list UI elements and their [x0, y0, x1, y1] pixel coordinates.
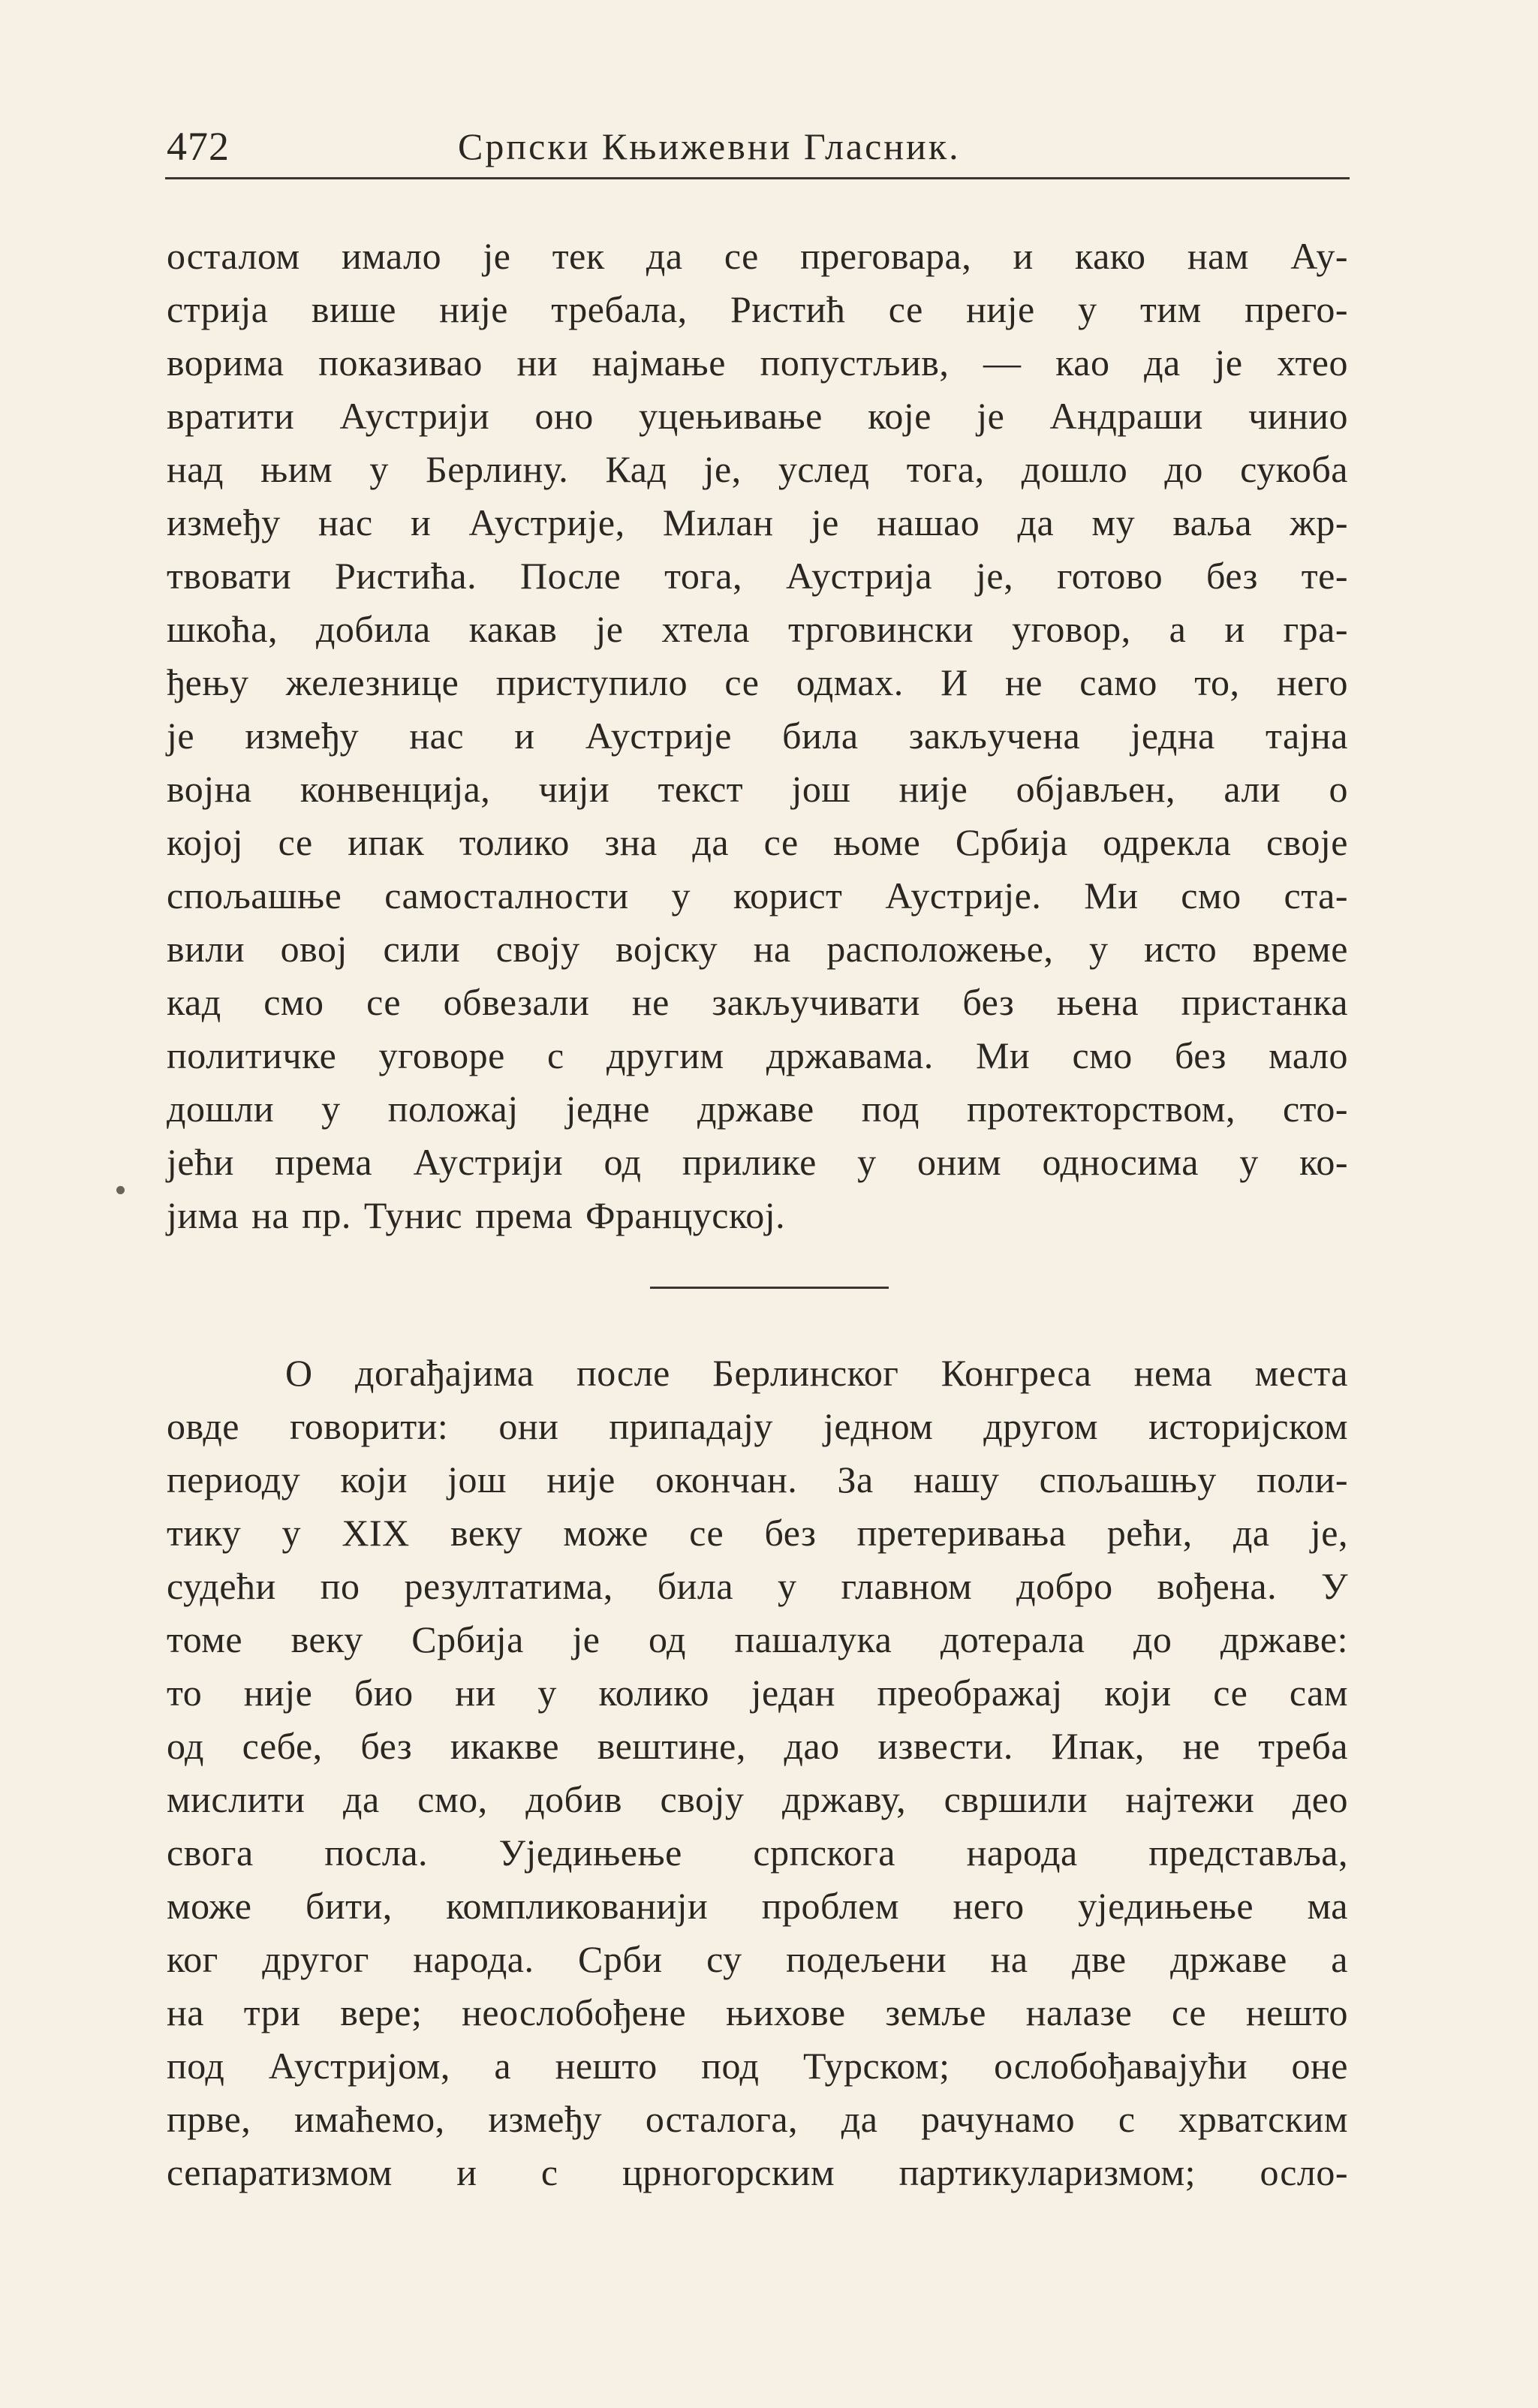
text-line: прве, имаћемо, између осталога, да рачунамо с хрватским: [167, 2098, 1348, 2140]
text-line: ког другог народа. Срби су подељени на две државе а: [167, 1938, 1348, 1980]
margin-mark: [116, 1186, 125, 1194]
text-line: спољашње самосталности у корист Аустрије. Ми смо ста-: [167, 874, 1348, 917]
text-line: ђењу железнице приступило се одмах. И не само то, него: [167, 661, 1348, 703]
text-line: којој се ипак толико зна да се њоме Србија одрекла своје: [167, 821, 1348, 863]
text-line: свога посла. Уједињење српскога народа представља,: [167, 1832, 1348, 1874]
text-line: мислити да смо, добив своју државу, свршили најтежи део: [167, 1778, 1348, 1820]
text-line: под Аустријом, а нешто под Турском; ослобођавајући оне: [167, 2045, 1348, 2087]
running-head: Српски Књижевни Гласник.: [458, 125, 961, 167]
text-line: може бити, компликованији проблем него уједињење ма: [167, 1885, 1348, 1927]
paragraph-2: [167, 1347, 1348, 2199]
text-line: шкоћа, добила какав је хтела трговински уговор, а и гра-: [167, 608, 1348, 650]
text-line: над њим у Берлину. Кад је, услед тога, дошло до сукоба: [167, 448, 1348, 490]
text-line: од себе, без икакве вештине, дао извести. Ипак, не треба: [167, 1725, 1348, 1767]
text-line: кад смо се обвезали не закључивати без њена пристанка: [167, 981, 1348, 1023]
text-line: дошли у положај једне државе под протекторством, сто-: [167, 1088, 1348, 1130]
text-line: О догађајима после Берлинског Конгреса нема места: [285, 1352, 1348, 1394]
text-line: је између нас и Аустрије била закључена једна тајна: [167, 715, 1348, 757]
text-line: овде говорити: они припадају једном другом историјском: [167, 1405, 1348, 1447]
text-line: тику у XIX веку може се без претеривања рећи, да је,: [167, 1512, 1348, 1554]
text-line: вратити Аустрији оно уцењивање које је Андраши чинио: [167, 395, 1348, 437]
text-line: јима на пр. Тунис према Француској.: [167, 1194, 786, 1236]
text-line: јећи према Аустрији од прилике у оним односима у ко-: [167, 1141, 1348, 1183]
text-line: између нас и Аустрије, Милан је нашао да му ваља жр-: [167, 501, 1348, 543]
header-rule: [165, 177, 1350, 179]
text-line: политичке уговоре с другим државама. Ми смо без мало: [167, 1034, 1348, 1076]
page-number: 472: [167, 124, 230, 169]
paragraph-1: [167, 230, 1348, 1242]
text-line: то није био ни у колико један преображај који се сам: [167, 1672, 1348, 1714]
text-line: твовати Ристића. После тога, Аустрија је, готово без те-: [167, 555, 1348, 597]
text-line: ворима показивао ни најмање попустљив, — као да је хтео: [167, 342, 1348, 384]
text-line: вили овој сили своју војску на расположење, у исто време: [167, 928, 1348, 970]
text-line: сепаратизмом и с црногорским партикуларизмом; осло-: [167, 2151, 1348, 2193]
text-line: томе веку Србија је од пашалука дотерала до државе:: [167, 1618, 1348, 1660]
text-line: војна конвенција, чији текст још није објављен, али о: [167, 768, 1348, 810]
page-header: [167, 120, 1348, 173]
text-line: стрија више није требала, Ристић се није у тим прего-: [167, 288, 1348, 330]
section-divider: [650, 1287, 889, 1289]
text-line: на три вере; неослобођене њихове земље налазе се нешто: [167, 1991, 1348, 2033]
text-line: осталом имало је тек да се преговара, и како нам Ау-: [167, 235, 1348, 277]
text-line: периоду који још није окончан. За нашу спољашњу поли-: [167, 1458, 1348, 1500]
text-line: судећи по резултатима, била у главном добро вођена. У: [167, 1565, 1348, 1607]
